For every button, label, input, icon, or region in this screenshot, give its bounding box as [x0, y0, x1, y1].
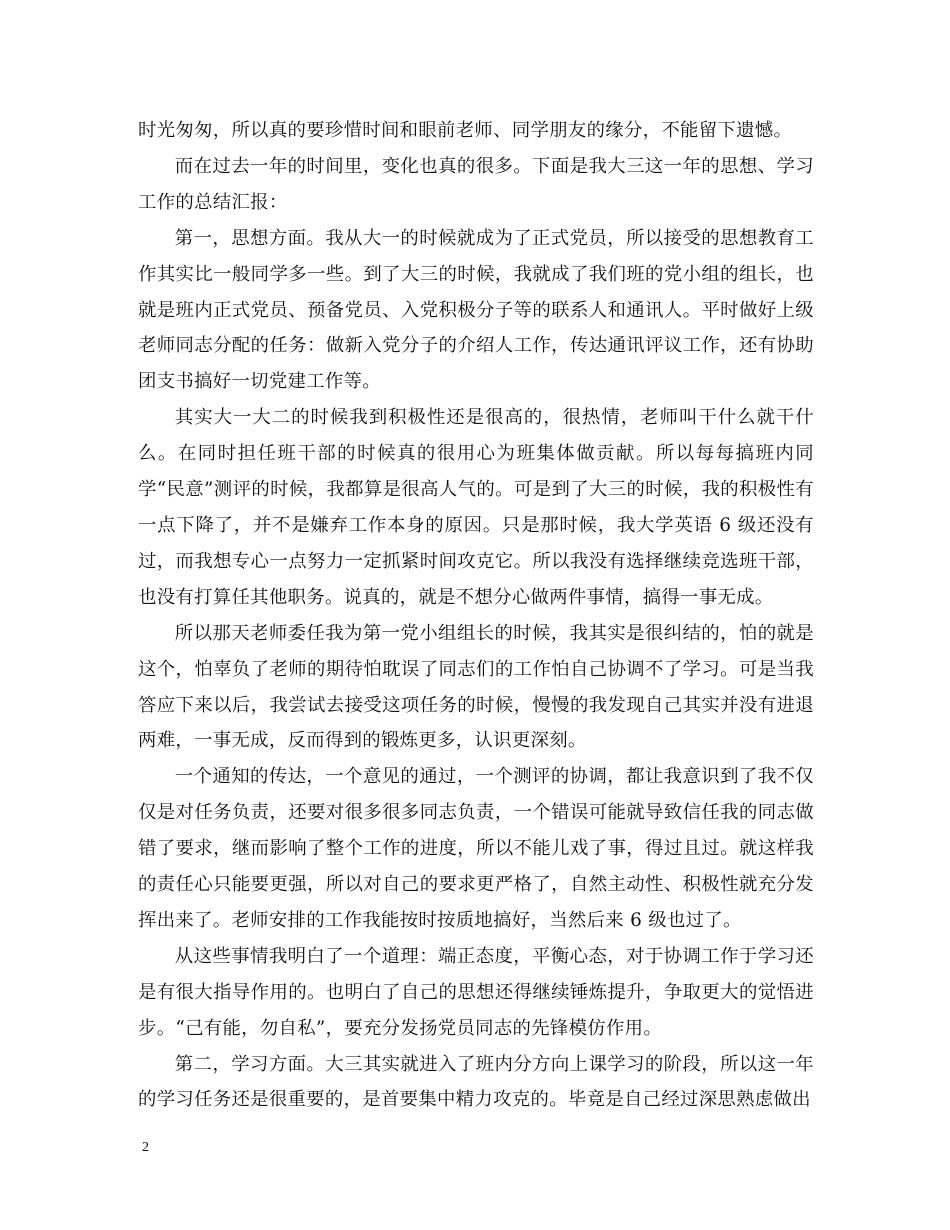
paragraph-1: 时光匆匆，所以真的要珍惜时间和眼前老师、同学朋友的缘分，不能留下遗憾。: [138, 120, 793, 141]
paragraph-3: 第一，思想方面。我从大一的时候就成为了正式党员，所以接受的思想教育工作其实比一般同学多一些。到了大三的时候，我就成了我们班的党小组的组长，也就是班内正式党员、预备党员、入党积极分子等的联系人和通讯人。平时做好上级老师同志分配的任务：做新入党分子的介绍人工作，传达通讯评议工作，还有协助团支书搞好一切党建工作等。: [138, 227, 814, 393]
document-body: [138, 113, 814, 1118]
paragraph-4: 其实大一大二的时候我到积极性还是很高的，很热情，老师叫干什么就干什么。在同时担任班干部的时候真的很用心为班集体做贡献。所以每每搞班内同学“民意”测评的时候，我都算是很高人气的。可是到了大三的时候，我的积极性有一点下降了，并不是嫌弃工作本身的原因。只是那时候，我大学英语 6 级还没有过，而我想专心一点努力一定抓紧时间攻克它。所以我没有选择继续竞选班干部，也没有打算任其他职务。说真的，就是不想分心做两件事情，搞得一事无成。: [138, 407, 814, 608]
paragraph-2: 而在过去一年的时间里，变化也真的很多。下面是我大三这一年的思想、学习工作的总结汇报：: [138, 155, 814, 213]
paragraph-6: 一个通知的传达，一个意见的通过，一个测评的协调，都让我意识到了我不仅仅是对任务负责，还要对很多很多同志负责，一个错误可能就导致信任我的同志做错了要求，继而影响了整个工作的进度，所以不能儿戏了事，得过且过。就这样我的责任心只能要更强，所以对自己的要求更严格了，自然主动性、积极性就充分发挥出来了。老师安排的工作我能按时按质地搞好，当然后来 6 级也过了。: [138, 766, 814, 931]
paragraph-5: 所以那天老师委任我为第一党小组组长的时候，我其实是很纠结的，怕的就是这个，怕辜负了老师的期待怕耽误了同志们的工作怕自己协调不了学习。可是当我答应下来以后，我尝试去接受这项任务的时候，慢慢的我发现自己其实并没有进退两难，一事无成，反而得到的锻炼更多，认识更深刻。: [138, 622, 814, 752]
page-number: 2: [142, 1140, 149, 1155]
paragraph-7: 从这些事情我明白了一个道理：端正态度，平衡心态，对于协调工作于学习还是有很大指导作用的。也明白了自己的思想还得继续锤炼提升，争取更大的觉悟进步。“己有能，勿自私”，要充分发扬党员同志的先锋模仿作用。: [138, 945, 814, 1039]
paragraph-8: 第二，学习方面。大三其实就进入了班内分方向上课学习的阶段，所以这一年的学习任务还是很重要的，是首要集中精力攻克的。毕竟是自己经过深思熟虑做出: [138, 1053, 814, 1111]
